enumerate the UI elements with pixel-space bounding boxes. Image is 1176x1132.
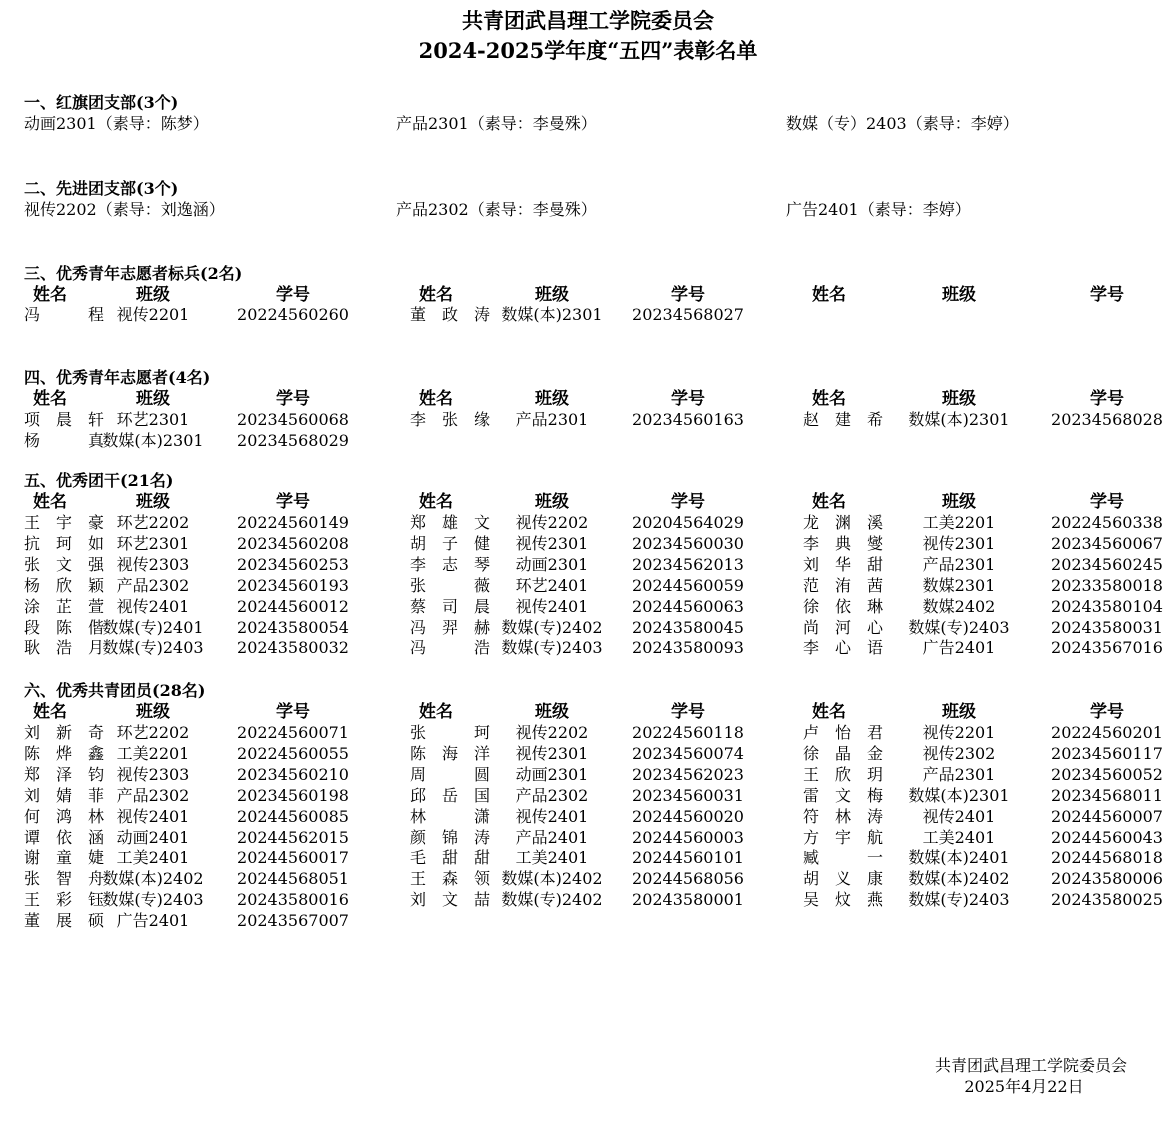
person-id: 20224560071 (237, 723, 349, 742)
person-id: 20244560043 (1051, 827, 1163, 847)
person-name: 陈海洋 (410, 743, 490, 763)
person-class: 视传2401 (515, 596, 589, 616)
person-id: 20243580001 (632, 890, 744, 910)
person-id: 20244560020 (632, 806, 744, 826)
person-id: 20234560068 (237, 410, 349, 429)
person-name: 刘新奇 (24, 723, 104, 742)
person-id: 20233580018 (1051, 575, 1163, 595)
person-class: 视传2302 (922, 743, 996, 763)
column-header-name: 姓名 (812, 702, 846, 722)
column-header-class: 班级 (942, 389, 976, 409)
person-name: 冯 程 (24, 305, 104, 324)
column-header-class: 班级 (942, 702, 976, 722)
person-name: 冯羿赫 (410, 617, 490, 637)
person-class: 视传2301 (515, 533, 589, 553)
person-name: 范洧茜 (803, 575, 883, 595)
person-name: 杨欣颖 (24, 575, 104, 595)
person-class: 工美2401 (515, 848, 589, 868)
person-id: 20234560074 (632, 743, 744, 763)
person-id: 20244568056 (632, 869, 744, 889)
person-name: 胡义康 (803, 869, 883, 889)
person-name: 蔡司晨 (410, 596, 490, 616)
person-name: 李心语 (803, 638, 883, 658)
person-id: 20234562013 (632, 554, 744, 574)
person-name: 何鸿林 (24, 806, 104, 826)
person-id: 20243580031 (1051, 617, 1163, 637)
person-id: 20243580104 (1051, 596, 1163, 616)
footer-date: 2025年4月22日 (964, 1077, 1084, 1096)
person-class: 视传2401 (515, 806, 589, 826)
person-name: 郑泽钧 (24, 764, 104, 784)
person-class: 工美2401 (922, 827, 996, 847)
person-name: 周 圆 (410, 764, 490, 784)
person-class: 视传2303 (116, 554, 190, 574)
person-class: 视传2401 (922, 806, 996, 826)
column-header-name: 姓名 (419, 702, 453, 722)
person-class: 数媒(本)2402 (908, 869, 1010, 889)
person-id: 20224560149 (237, 513, 349, 532)
person-name: 龙渊溪 (803, 513, 883, 532)
person-class: 视传2401 (116, 596, 190, 616)
person-name: 王宇豪 (24, 513, 104, 532)
person-id: 20234560193 (237, 575, 349, 595)
person-id: 20244560085 (237, 806, 349, 826)
person-id: 20243580093 (632, 638, 744, 658)
person-class: 数媒2402 (922, 596, 996, 616)
person-name: 王欣玥 (803, 764, 883, 784)
column-header-name: 姓名 (812, 389, 846, 409)
person-name: 项晨轩 (24, 410, 104, 429)
person-class: 视传2303 (116, 764, 190, 784)
column-header-id: 学号 (276, 492, 310, 512)
person-name: 李典燮 (803, 533, 883, 553)
branch-item: 数媒（专）2403（素导：李婷） (786, 114, 1019, 133)
person-class: 动画2401 (116, 827, 190, 847)
person-class: 数媒(专)2401 (102, 617, 204, 637)
person-id: 20243580032 (237, 638, 349, 658)
person-class: 数媒(专)2403 (102, 890, 204, 910)
person-name: 董政涛 (410, 305, 490, 324)
column-header-name: 姓名 (33, 285, 67, 305)
person-name: 李张缘 (410, 410, 490, 429)
person-name: 陈烨鑫 (24, 743, 104, 763)
person-name: 雷文梅 (803, 785, 883, 805)
person-class: 数媒(专)2402 (501, 617, 603, 637)
person-name: 颜锦涛 (410, 827, 490, 847)
person-id: 20234560210 (237, 764, 349, 784)
person-id: 20243580016 (237, 890, 349, 910)
person-name: 王彩钰 (24, 890, 104, 910)
person-name: 刘婧菲 (24, 785, 104, 805)
footer-organization: 共青团武昌理工学院委员会 (934, 1056, 1127, 1075)
column-header-name: 姓名 (33, 702, 67, 722)
person-class: 产品2301 (922, 554, 996, 574)
branch-item: 动画2301（素导：陈梦） (24, 114, 209, 133)
person-id: 20244568051 (237, 869, 349, 889)
person-name: 谭依涵 (24, 827, 104, 847)
person-class: 环艺2401 (515, 575, 589, 595)
person-id: 20244568018 (1051, 848, 1163, 868)
person-class: 数媒(本)2402 (102, 869, 204, 889)
person-class: 数媒(本)2301 (501, 305, 603, 324)
person-name: 李志琴 (410, 554, 490, 574)
person-id: 20234568028 (1051, 410, 1163, 429)
person-name: 张 珂 (410, 723, 490, 742)
person-id: 20234560052 (1051, 764, 1163, 784)
person-class: 产品2302 (515, 785, 589, 805)
person-id: 20243567016 (1051, 638, 1163, 658)
person-class: 产品2401 (515, 827, 589, 847)
column-header-class: 班级 (535, 285, 569, 305)
person-class: 动画2301 (515, 554, 589, 574)
person-name: 胡子健 (410, 533, 490, 553)
person-id: 20244560063 (632, 596, 744, 616)
person-class: 数媒(专)2403 (908, 890, 1010, 910)
person-id: 20224560260 (237, 305, 349, 324)
column-header-name: 姓名 (812, 492, 846, 512)
person-name: 张 薇 (410, 575, 490, 595)
person-id: 20244560059 (632, 575, 744, 595)
person-class: 产品2302 (116, 785, 190, 805)
person-name: 林 潇 (410, 806, 490, 826)
person-id: 20234560031 (632, 785, 744, 805)
person-name: 王森领 (410, 869, 490, 889)
person-class: 环艺2202 (116, 513, 190, 532)
person-class: 动画2301 (515, 764, 589, 784)
person-class: 数媒(本)2301 (102, 430, 204, 450)
person-class: 数媒(专)2403 (501, 638, 603, 658)
person-id: 20244560101 (632, 848, 744, 868)
document-title-line1: 共青团武昌理工学院委员会 (462, 8, 714, 33)
person-id: 20243580045 (632, 617, 744, 637)
person-name: 耿浩月 (24, 638, 104, 658)
section-heading-red_flag: 一、红旗团支部(3个) (24, 93, 179, 112)
column-header-id: 学号 (276, 285, 310, 305)
column-header-id: 学号 (1090, 702, 1124, 722)
person-id: 20243580025 (1051, 890, 1163, 910)
person-name: 徐依琳 (803, 596, 883, 616)
column-header-name: 姓名 (419, 492, 453, 512)
column-header-class: 班级 (136, 702, 170, 722)
branch-item: 产品2302（素导：李曼殊） (396, 200, 597, 219)
column-header-class: 班级 (942, 492, 976, 512)
person-name: 杨 真 (24, 430, 104, 450)
person-class: 工美2201 (922, 513, 996, 532)
person-class: 数媒(本)2301 (908, 410, 1010, 429)
person-class: 数媒(本)2402 (501, 869, 603, 889)
column-header-id: 学号 (1090, 492, 1124, 512)
section-heading-volunteer_model: 三、优秀青年志愿者标兵(2名) (24, 264, 243, 283)
person-id: 20244560017 (237, 848, 349, 868)
column-header-id: 学号 (1090, 285, 1124, 305)
person-class: 视传2301 (515, 743, 589, 763)
person-name: 尚河心 (803, 617, 883, 637)
branch-item: 广告2401（素导：李婷） (786, 200, 971, 219)
person-class: 视传2301 (922, 533, 996, 553)
column-header-name: 姓名 (33, 389, 67, 409)
column-header-id: 学号 (671, 492, 705, 512)
person-class: 视传2202 (515, 723, 589, 742)
column-header-class: 班级 (535, 702, 569, 722)
person-class: 产品2301 (515, 410, 589, 429)
column-header-class: 班级 (942, 285, 976, 305)
person-name: 刘华甜 (803, 554, 883, 574)
person-name: 赵建希 (803, 410, 883, 429)
person-id: 20234568011 (1051, 785, 1163, 805)
person-name: 徐晶金 (803, 743, 883, 763)
person-class: 数媒(专)2403 (908, 617, 1010, 637)
person-class: 工美2401 (116, 848, 190, 868)
person-class: 数媒(本)2301 (908, 785, 1010, 805)
person-name: 谢童婕 (24, 848, 104, 868)
column-header-name: 姓名 (419, 285, 453, 305)
person-id: 20234560198 (237, 785, 349, 805)
person-id: 20234560253 (237, 554, 349, 574)
person-name: 郑雄文 (410, 513, 490, 532)
person-class: 工美2201 (116, 743, 190, 763)
person-class: 产品2301 (922, 764, 996, 784)
person-id: 20243567007 (237, 911, 349, 931)
section-heading-volunteer: 四、优秀青年志愿者(4名) (24, 368, 211, 387)
branch-item: 视传2202（素导：刘逸涵） (24, 200, 225, 219)
person-name: 方宇航 (803, 827, 883, 847)
document-title-line2: 2024-2025学年度“五四”表彰名单 (418, 38, 758, 63)
section-heading-member: 六、优秀共青团员(28名) (24, 681, 206, 700)
branch-item: 产品2301（素导：李曼殊） (396, 114, 597, 133)
person-name: 董展硕 (24, 911, 104, 931)
column-header-class: 班级 (136, 492, 170, 512)
column-header-class: 班级 (136, 389, 170, 409)
person-id: 20224560338 (1051, 513, 1163, 532)
person-id: 20244560007 (1051, 806, 1163, 826)
column-header-name: 姓名 (419, 389, 453, 409)
person-class: 数媒2301 (922, 575, 996, 595)
person-class: 视传2201 (922, 723, 996, 742)
person-id: 20234562023 (632, 764, 744, 784)
person-name: 吴炆燕 (803, 890, 883, 910)
person-class: 环艺2202 (116, 723, 190, 742)
person-class: 视传2201 (116, 305, 190, 324)
person-class: 视传2401 (116, 806, 190, 826)
column-header-class: 班级 (535, 492, 569, 512)
person-id: 20224560118 (632, 723, 744, 742)
person-class: 广告2401 (116, 911, 190, 931)
section-heading-advanced: 二、先进团支部(3个) (24, 179, 179, 198)
person-id: 20234560117 (1051, 743, 1163, 763)
person-class: 广告2401 (922, 638, 996, 658)
column-header-name: 姓名 (812, 285, 846, 305)
person-name: 毛甜甜 (410, 848, 490, 868)
column-header-id: 学号 (671, 702, 705, 722)
person-class: 数媒(本)2401 (908, 848, 1010, 868)
person-name: 抗珂如 (24, 533, 104, 553)
person-name: 段陈偕 (24, 617, 104, 637)
person-name: 冯 浩 (410, 638, 490, 658)
person-id: 20243580006 (1051, 869, 1163, 889)
person-id: 20244560003 (632, 827, 744, 847)
person-class: 视传2202 (515, 513, 589, 532)
person-name: 臧 一 (803, 848, 883, 868)
person-id: 20244560012 (237, 596, 349, 616)
column-header-id: 学号 (671, 389, 705, 409)
person-id: 20234560163 (632, 410, 744, 429)
person-id: 20244562015 (237, 827, 349, 847)
column-header-name: 姓名 (33, 492, 67, 512)
person-class: 环艺2301 (116, 410, 190, 429)
person-id: 20234560067 (1051, 533, 1163, 553)
person-name: 符林涛 (803, 806, 883, 826)
person-id: 20234568027 (632, 305, 744, 324)
section-heading-cadre: 五、优秀团干(21名) (24, 471, 174, 490)
column-header-id: 学号 (276, 389, 310, 409)
person-class: 数媒(专)2402 (501, 890, 603, 910)
person-class: 产品2302 (116, 575, 190, 595)
person-id: 20224560201 (1051, 723, 1163, 742)
person-name: 刘文喆 (410, 890, 490, 910)
person-name: 张智舟 (24, 869, 104, 889)
person-id: 20204564029 (632, 513, 744, 532)
person-name: 卢怡君 (803, 723, 883, 742)
column-header-id: 学号 (671, 285, 705, 305)
person-class: 环艺2301 (116, 533, 190, 553)
person-name: 邱岳国 (410, 785, 490, 805)
person-name: 涂芷萱 (24, 596, 104, 616)
person-id: 20234560030 (632, 533, 744, 553)
person-id: 20234560245 (1051, 554, 1163, 574)
person-id: 20234568029 (237, 430, 349, 450)
column-header-id: 学号 (276, 702, 310, 722)
person-name: 张文强 (24, 554, 104, 574)
person-id: 20243580054 (237, 617, 349, 637)
person-class: 数媒(专)2403 (102, 638, 204, 658)
column-header-id: 学号 (1090, 389, 1124, 409)
column-header-class: 班级 (535, 389, 569, 409)
column-header-class: 班级 (136, 285, 170, 305)
person-id: 20224560055 (237, 743, 349, 763)
person-id: 20234560208 (237, 533, 349, 553)
